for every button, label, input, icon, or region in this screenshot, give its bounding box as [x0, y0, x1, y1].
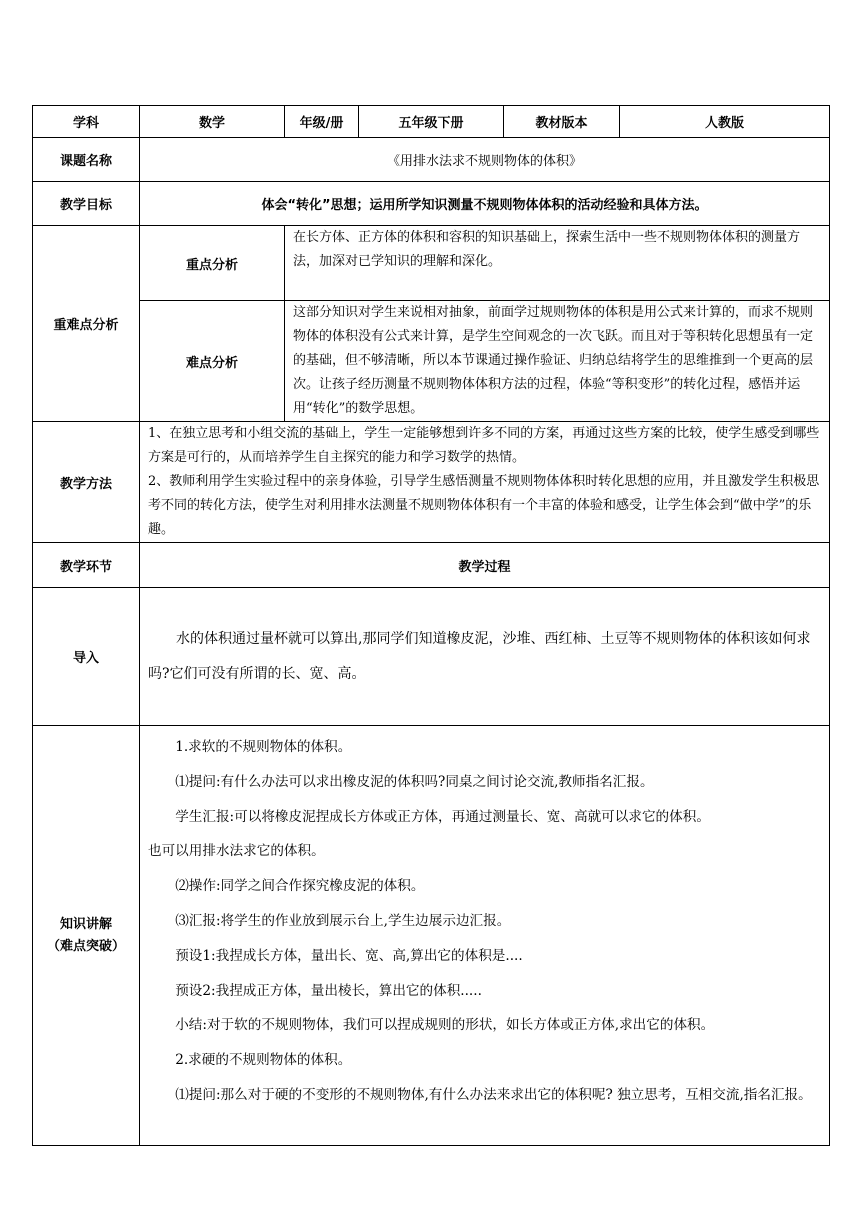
intro-text: 水的体积通过量杯就可以算出,那同学们知道橡皮泥，沙堆、西红柿、土豆等不规则物体的体积该如何求吗?它们可没有所谓的长、宽、高。 [148, 630, 811, 682]
methods-row [33, 422, 830, 543]
methods-label: 教学方法 [33, 422, 140, 543]
objective-label: 教学目标 [33, 182, 140, 226]
subject-value: 数学 [140, 106, 285, 138]
methods-cell [140, 422, 830, 543]
grade-value: 五年级下册 [359, 106, 504, 138]
key-analysis-label: 重点分析 [140, 226, 285, 301]
knowledge-line: ⑶汇报:将学生的作业放到展示台上,学生边展示边汇报。 [175, 912, 511, 929]
difficult-analysis-label: 难点分析 [140, 301, 285, 422]
knowledge-row [33, 726, 830, 1146]
knowledge-line: 预设2:我捏成正方体，量出棱长，算出它的体积..... [175, 982, 482, 999]
knowledge-line: ⑴提问:那么对于硬的不变形的不规则物体,有什么办法来求出它的体积呢? 独立思考，互相交流,指名汇报。 [175, 1086, 812, 1103]
knowledge-line: ⑴提问:有什么办法可以求出橡皮泥的体积吗?同桌之间讨论交流,教师指名汇报。 [175, 773, 654, 790]
difficult-analysis-row [33, 301, 830, 422]
subject-label: 学科 [33, 106, 140, 138]
objective-row [33, 182, 830, 226]
knowledge-line: 1.求软的不规则物体的体积。 [175, 739, 352, 755]
stage-label: 教学环节 [33, 543, 140, 588]
edition-value: 人教版 [620, 106, 830, 138]
intro-label: 导入 [33, 588, 140, 726]
knowledge-content [140, 726, 830, 1146]
process-label: 教学过程 [140, 543, 830, 588]
key-analysis-row [33, 226, 830, 301]
lesson-plan-table [32, 105, 830, 1146]
process-header-row [33, 543, 830, 588]
knowledge-line: 小结:对于软的不规则物体，我们可以捏成规则的形状，如长方体或正方体,求出它的体积。 [175, 1017, 715, 1034]
knowledge-line: 学生汇报:可以将橡皮泥捏成长方体或正方体，再通过测量长、宽、高就可以求它的体积。 [175, 808, 710, 825]
topic-label: 课题名称 [33, 138, 140, 182]
topic-row [33, 138, 830, 182]
key-analysis-text: 在长方体、正方体的体积和容积的知识基础上，探索生活中一些不规则物体体积的测量方法，加深对已学知识的理解和深化。 [285, 226, 830, 301]
intro-row [33, 588, 830, 726]
objective-value: 体会“转化”思想；运用所学知识测量不规则物体体积的活动经验和具体方法。 [140, 182, 830, 226]
analysis-label: 重难点分析 [33, 226, 140, 422]
knowledge-label: 知识讲解 [59, 916, 112, 932]
methods-item-2: 2、教师利用学生实验过程中的亲身体验，引导学生感悟测量不规则物体体积时转化思想的应用，并且激发学生积极思考不同的转化方法，使学生对利用排水法测量不规则物体体积有一个丰富的体验和感受，让学生体会到“做中学”的乐趣。 [148, 474, 820, 537]
grade-label: 年级/册 [285, 106, 359, 138]
intro-cell [140, 588, 830, 726]
knowledge-line: ⑵操作:同学之间合作探究橡皮泥的体积。 [175, 878, 425, 895]
methods-item-1: 1、在独立思考和小组交流的基础上，学生一定能够想到许多不同的方案，再通过这些方案的比较，使学生感受到哪些方案是可行的，从而培养学生自主探究的能力和学习数学的热情。 [148, 426, 820, 465]
knowledge-line: 预设1:我捏成长方体，量出长、宽、高,算出它的体积是.... [175, 947, 523, 964]
knowledge-sublabel: （难点突破） [46, 938, 125, 954]
knowledge-label-cell [33, 726, 140, 1146]
header-row [33, 106, 830, 138]
topic-value: 《用排水法求不规则物体的体积》 [140, 138, 830, 182]
edition-label: 教材版本 [504, 106, 620, 138]
knowledge-line: 2.求硬的不规则物体的体积。 [175, 1052, 352, 1069]
difficult-analysis-text: 这部分知识对学生来说相对抽象，前面学过规则物体的体积是用公式来计算的，而求不规则物体的体积没有公式来计算，是学生空间观念的一次飞跃。而且对于等积转化思想虽有一定的基础，但不够清晰，所以本节课通过操作验证、归纳总结将学生的思维推到一个更高的层次。让孩子经历测量不规则物体体积方法的过程，体验“等积变形”的转化过程，感悟并运用“转化”的数学思想。 [285, 301, 830, 422]
knowledge-line: 也可以用排水法求它的体积。 [148, 843, 325, 860]
